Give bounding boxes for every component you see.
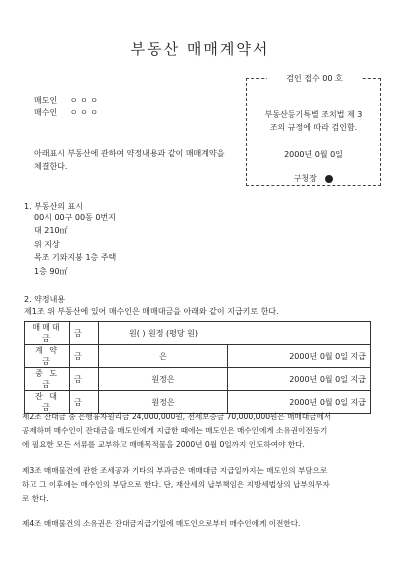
article-4: 제4조 매매물건의 소유권은 잔대금지급기일에 매도인으로부터 매수인에게 이전한다.	[22, 519, 301, 528]
table-cell: 중 도 금	[25, 368, 70, 391]
table-cell: 금	[70, 368, 99, 391]
article-2-line: 에 필요한 모든 서류를 교부하고 매매목적물을 2000년 0월 0일까지 인도하여야 한다.	[22, 440, 305, 449]
section1-heading: 1. 부동산의 표시	[24, 202, 84, 211]
stamp-signer-row	[247, 173, 380, 184]
property-line: 1층 90㎡	[34, 267, 68, 276]
document-title: 부동산 매매계약서	[130, 40, 270, 58]
table-row	[25, 322, 371, 345]
table-cell: 금	[70, 391, 99, 414]
table-cell: 금	[70, 345, 99, 368]
article-2-line: 공제하며 매수인이 잔대금을 매도인에게 지급한 때에는 매도인은 매수인에게 소유권이전등기	[22, 426, 328, 435]
property-line: 대 210㎡	[34, 226, 68, 235]
table-cell: 은	[99, 345, 228, 368]
table-cell: 원정은	[99, 368, 228, 391]
table-cell: 원정은	[99, 391, 228, 414]
payment-table	[24, 321, 371, 414]
table-row	[25, 345, 371, 368]
article-3-line: 하고 그 이후에는 매수인의 부담으로 한다. 단, 재산세의 납부책임은 지방세법상의 납부의무자	[22, 480, 330, 489]
table-cell: 원( ) 원정 (평당 원)	[99, 322, 371, 345]
article-2-line: 제2조 잔대금 중 은행융자원리금 24,000,000원, 전세보증금 70,000,000원은 매매대금에서	[22, 412, 332, 421]
stamp-date: 2000년 0월 0일	[284, 150, 343, 159]
stamp-line-2: 조의 규정에 따라 검인함.	[269, 123, 358, 132]
article-3-line: 로 한다.	[22, 494, 49, 503]
buyer-value: ㅇ ㅇ ㅇ	[69, 108, 99, 117]
seller-row	[34, 95, 98, 106]
table-cell: 잔 대 금	[25, 391, 70, 414]
article-1: 제1조 위 부동산에 있어 매수인은 매매대금을 아래와 같이 지급키로 한다.	[24, 307, 279, 316]
buyer-label: 매수인	[34, 108, 58, 117]
stamp-header: 검인 접수 00 호	[267, 73, 362, 84]
buyer-row	[34, 107, 98, 118]
table-row	[25, 368, 371, 391]
seller-label: 매도인	[34, 96, 58, 105]
property-line: 목조 기와지붕 1층 주택	[34, 253, 117, 262]
stamp-signer: 구청장	[293, 174, 317, 183]
seller-value: ㅇ ㅇ ㅇ	[69, 96, 99, 105]
table-cell: 2000년 0월 0일 지급	[228, 391, 371, 414]
property-line: 위 지상	[34, 240, 60, 249]
stamp-line-1: 부동산등기특별 조치법 제 3	[264, 110, 363, 119]
section2-heading: 2. 약정내용	[24, 295, 66, 304]
inspection-stamp-box	[246, 74, 381, 186]
seal-icon	[325, 175, 333, 183]
table-cell: 계 약 금	[25, 345, 70, 368]
intro-line-1: 아래표시 부동산에 관하여 약정내용과 같이 매매계약을	[34, 149, 225, 158]
article-3-line: 제3조 매매물건에 관한 조세공과 기타의 부과금은 매매대금 지급일까지는 매도인의 부담으로	[22, 466, 328, 475]
property-line: 00시 00구 00동 0번지	[34, 213, 116, 222]
table-cell: 2000년 0월 0일 지급	[228, 368, 371, 391]
intro-line-2: 체결한다.	[34, 162, 68, 171]
table-cell: 2000년 0월 0일 지급	[228, 345, 371, 368]
table-cell: 매매대금	[25, 322, 70, 345]
table-cell: 금	[70, 322, 99, 345]
